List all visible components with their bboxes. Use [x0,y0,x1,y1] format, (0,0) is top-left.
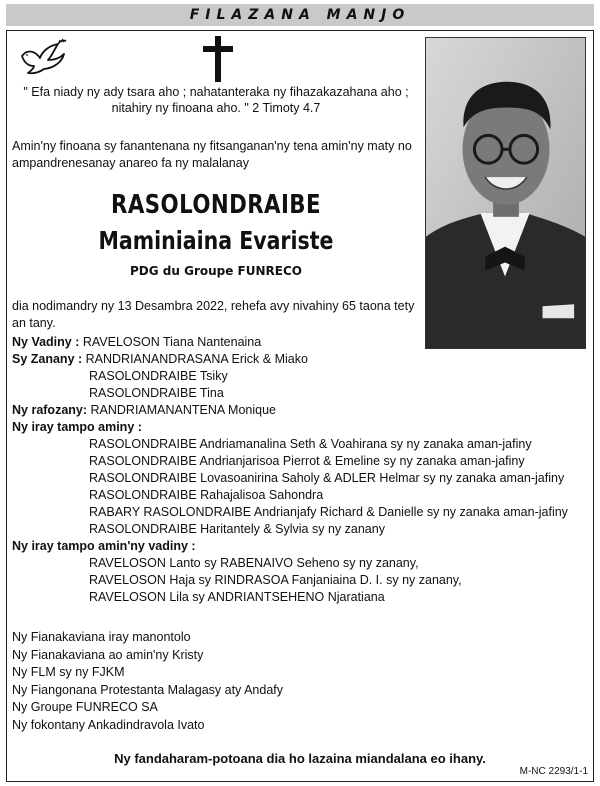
iray-tampo-name: RASOLONDRAIBE Andriamanalina Seth & Voahirana sy ny zanaka aman-jafiny [89,437,532,451]
deceased-role: PDG du Groupe FUNRECO [130,264,302,278]
family-list [12,334,592,606]
zanany-row [12,351,592,368]
iray-tampo-name: RASOLONDRAIBE Haritantely & Sylvia sy ny zanany [89,522,385,536]
dove-icon [18,38,68,80]
cross-icon [203,36,233,82]
rafozany-label: Ny rafozany: [12,403,88,417]
organization-item: Ny Fianakaviana iray manontolo [12,630,191,644]
iray-tampo-name: RASOLONDRAIBE Lovasoanirina Saholy & ADLER Helmar sy ny zanaka aman-jafiny [89,471,565,485]
organization-item: Ny FLM sy ny FJKM [12,665,125,679]
death-notice: dia nodimandry ny 13 Desambra 2022, rehefa avy nivahiny 65 taona tety an tany. [12,299,415,330]
iray-tampo-vadiny-name: RAVELOSON Lanto sy RABENAIVO Seheno sy ny zanany, [89,556,419,570]
zanany-name: RASOLONDRAIBE Tina [89,386,224,400]
zanany-label: Sy Zanany [12,352,75,366]
organizations-list [12,629,283,734]
deceased-given-names: Maminiaina Evariste [98,226,334,255]
zanany-name: RASOLONDRAIBE Tsiky [89,369,228,383]
quote-line-1: " Efa niady ny ady tsara aho ; nahatanteraka ny fihazakazahana aho ; [23,85,409,99]
iray-tampo-name: RABARY RASOLONDRAIBE Andrianjafy Richard & Danielle sy ny zanaka aman-jafiny [89,505,568,519]
rafozany-row [12,402,592,419]
organization-item: Ny Groupe FUNRECO SA [12,700,158,714]
bible-quote [12,84,420,116]
iray-tampo-name: RASOLONDRAIBE Rahajalisoa Sahondra [89,488,324,502]
organization-item: Ny Fianakaviana ao amin'ny Kristy [12,647,204,662]
reference-code: M-NC 2293/1-1 [519,766,588,777]
quote-line-2: nitahiry ny finoana aho. " 2 Timoty 4.7 [111,101,321,115]
iray-tampo-vadiny-label: Ny iray tampo amin'ny vadiny : [12,539,196,553]
organization-item: Ny fokontany Ankadindravola Ivato [12,717,205,732]
vadiny-name: RAVELOSON Tiana Nantenaina [82,335,262,349]
closing-note: Ny fandaharam-potoana dia ho lazaina miandalana eo ihany. [114,751,486,766]
vadiny-sep: : [71,335,83,349]
zanany-name: RANDRIANANDRASANA Erick & Miako [85,352,308,366]
organization-item: Ny Fiangonana Protestanta Malagasy aty Andafy [12,682,283,697]
intro-text: Amin'ny finoana sy fanantenana ny fitsanganan'ny tena amin'ny maty no ampandrenesanay anareo fa ny malalanay [12,139,412,170]
iray-tampo-name: RASOLONDRAIBE Andrianjarisoa Pierrot & Emeline sy ny zanaka aman-jafiny [89,454,525,468]
zanany-sep: : [74,352,86,366]
iray-tampo-vadiny-name: RAVELOSON Haja sy RINDRASOA Fanjaniaina D. I. sy ny zanany, [89,573,462,587]
iray-tampo-vadiny-name: RAVELOSON Lila sy ANDRIANTSEHENO Njaratiana [89,590,385,604]
rafozany-name: RANDRIAMANANTENA Monique [90,403,276,417]
vadiny-row [12,334,592,351]
portrait-photo [425,37,586,349]
notice-header: FILAZANA MANJO [6,4,594,26]
deceased-surname: RASOLONDRAIBE [111,190,321,220]
iray-tampo-label: Ny iray tampo aminy : [12,420,142,434]
vadiny-label: Ny Vadiny [12,335,72,349]
